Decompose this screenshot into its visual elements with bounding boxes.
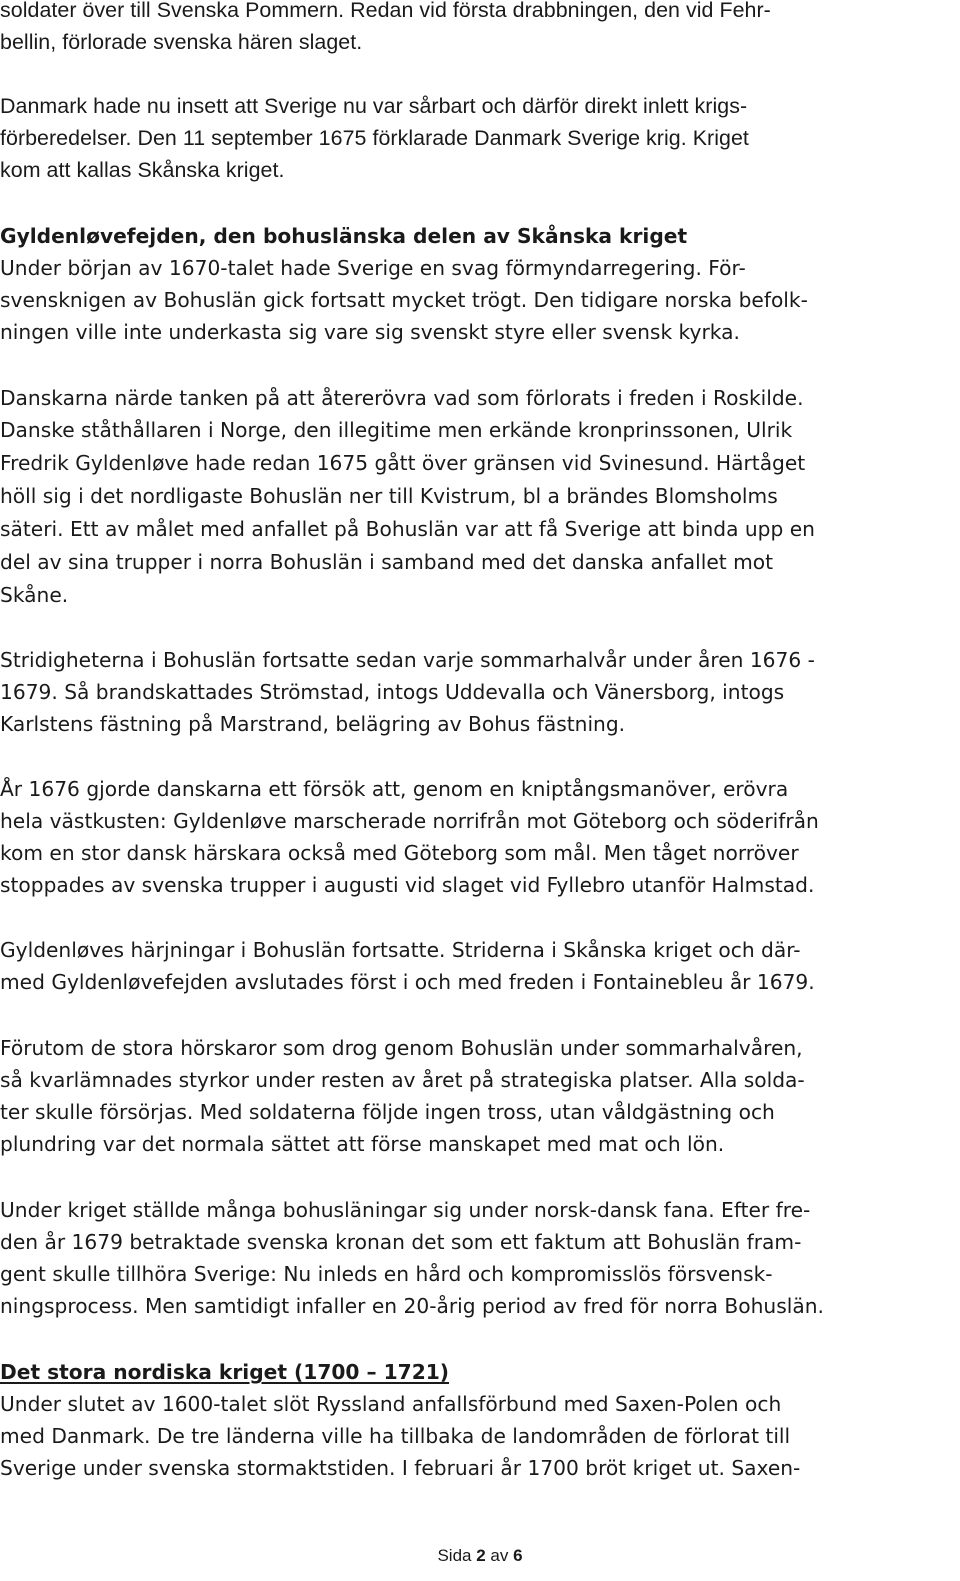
paragraph-line: Gyldenløves härjningar i Bohuslän fortsatte. Striderna i Skånska kriget och där-: [0, 938, 801, 962]
paragraph-line: kom en stor dansk härskara också med Göteborg som mål. Men tåget norröver: [0, 841, 799, 865]
paragraph-line: bellin, förlorade svenska hären slaget.: [0, 30, 363, 54]
paragraph-line: plundring var det normala sättet att förse manskapet med mat och lön.: [0, 1132, 725, 1156]
paragraph-line: År 1676 gjorde danskarna ett försök att, genom en kniptångsmanöver, erövra: [0, 777, 789, 801]
paragraph-line: Sverige under svenska stormaktstiden. I februari år 1700 bröt kriget ut. Saxen-: [0, 1456, 801, 1480]
paragraph-line: Danskarna närde tanken på att återerövra vad som förlorats i freden i Roskilde.: [0, 386, 804, 410]
paragraph-line: Danske ståthållaren i Norge, den illegitime men erkände kronprinssonen, Ulrik: [0, 418, 793, 442]
paragraph-line: Karlstens fästning på Marstrand, belägring av Bohus fästning.: [0, 712, 626, 736]
paragraph-line: med Danmark. De tre länderna ville ha tillbaka de landområden de förlorat till: [0, 1424, 791, 1448]
paragraph-line: med Gyldenløvefejden avslutades först i och med freden i Fontainebleu år 1679.: [0, 970, 815, 994]
paragraph-line: Skåne.: [0, 583, 69, 607]
paragraph-line: ningen ville inte underkasta sig vare sig svenskt styre eller svensk kyrka.: [0, 320, 740, 344]
paragraph-line: soldater över till Svenska Pommern. Redan vid första drabbningen, den vid Fehr-: [0, 0, 771, 22]
paragraph-line: den år 1679 betraktade svenska kronan det som ett faktum att Bohuslän fram-: [0, 1230, 802, 1254]
paragraph-line: förberedelser. Den 11 september 1675 förklarade Danmark Sverige krig. Kriget: [0, 126, 749, 150]
paragraph-line: Under kriget ställde många bohusläningar sig under norsk-dansk fana. Efter fre-: [0, 1198, 811, 1222]
paragraph-line: hela västkusten: Gyldenløve marscherade norrifrån mot Göteborg och söderifrån: [0, 809, 819, 833]
footer-separator: av: [485, 1546, 514, 1565]
paragraph-line: gent skulle tillhöra Sverige: Nu inleds en hård och kompromisslös försvensk-: [0, 1262, 773, 1286]
paragraph-line: Danmark hade nu insett att Sverige nu var sårbart och därför direkt inlett krigs-: [0, 94, 748, 118]
paragraph-line: Under slutet av 1600-talet slöt Ryssland anfallsförbund med Saxen-Polen och: [0, 1392, 782, 1416]
paragraph-line: Förutom de stora hörskaror som drog genom Bohuslän under sommarhalvåren,: [0, 1036, 803, 1060]
total-pages-number: 6: [513, 1546, 523, 1565]
paragraph-line: säteri. Ett av målet med anfallet på Bohuslän var att få Sverige att binda upp en: [0, 517, 815, 541]
paragraph-line: så kvarlämnades styrkor under resten av året på strategiska platser. Alla solda-: [0, 1068, 805, 1092]
paragraph-line: ter skulle försörjas. Med soldaterna följde ingen tross, utan våldgästning och: [0, 1100, 775, 1124]
section-heading: Det stora nordiska kriget (1700 – 1721): [0, 1360, 450, 1384]
footer-prefix: Sida: [437, 1546, 477, 1565]
paragraph-line: del av sina trupper i norra Bohuslän i samband med det danska anfallet mot: [0, 550, 774, 574]
current-page-number: 2: [476, 1546, 486, 1565]
paragraph-line: stoppades av svenska trupper i augusti vid slaget vid Fyllebro utanför Halmstad.: [0, 873, 815, 897]
paragraph-line: svensknigen av Bohuslän gick fortsatt mycket trögt. Den tidigare norska befolk-: [0, 288, 808, 312]
paragraph-line: Stridigheterna i Bohuslän fortsatte sedan varje sommarhalvår under åren 1676 -: [0, 648, 815, 672]
section-heading: Gyldenløvefejden, den bohuslänska delen av Skånska kriget: [0, 224, 688, 248]
paragraph-line: 1679. Så brandskattades Strömstad, intogs Uddevalla och Vänersborg, intogs: [0, 680, 785, 704]
page-footer: [0, 1544, 960, 1568]
paragraph-line: Under början av 1670-talet hade Sverige en svag förmyndarregering. För-: [0, 256, 746, 280]
paragraph-line: höll sig i det nordligaste Bohuslän ner till Kvistrum, bl a brändes Blomsholms: [0, 484, 778, 508]
paragraph-line: ningsprocess. Men samtidigt infaller en 20-årig period av fred för norra Bohuslän.: [0, 1294, 824, 1318]
paragraph-line: kom att kallas Skånska kriget.: [0, 158, 285, 182]
paragraph-line: Fredrik Gyldenløve hade redan 1675 gått över gränsen vid Svinesund. Härtåget: [0, 451, 806, 475]
